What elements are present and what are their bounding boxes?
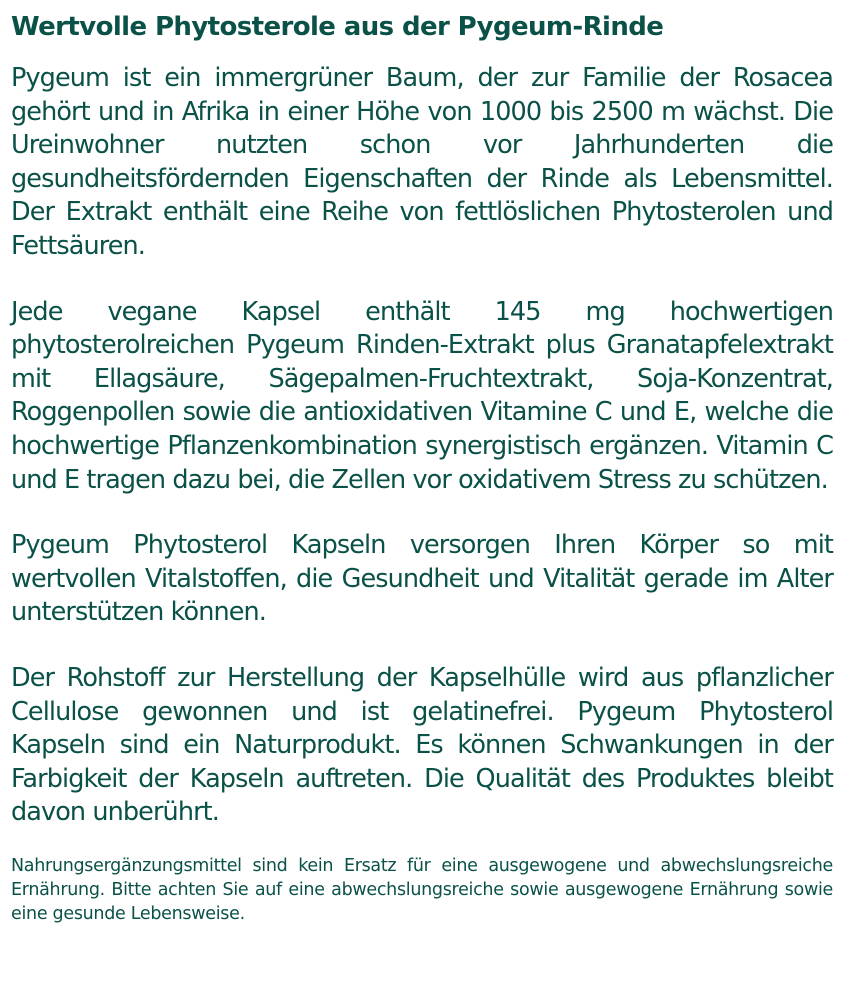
paragraph-ingredients: Jede vegane Kapsel enthält 145 mg hochwertigen phytosterolreichen Pygeum Rinden-Extrakt plus Granatapfelextrakt mit Ellagsäure, Sägepalmen-Fruchtextrakt, Soja-Konzentrat, Roggenpollen sowie die antioxidativen Vitamine C und E, welche die hochwertige Pflanzenkombination synergistisch ergänzen. Vitamin C und E tragen dazu bei, die Zellen vor oxidativem Stress zu schützen. — [11, 296, 833, 495]
paragraph-benefits: Pygeum Phytosterol Kapseln versorgen Ihren Körper so mit wertvollen Vitalstoffen, die Gesundheit und Vitalität gerade im Alter unterstützen können. — [11, 530, 833, 628]
paragraph-origin: Pygeum ist ein immergrüner Baum, der zur Familie der Rosacea gehört und in Afrika in einer Höhe von 1000 bis 2500 m wächst. Die Ureinwohner nutzten schon vor Jahrhunderten die gesundheitsfördernden Eigenschaften der Rinde als Lebensmittel. Der Extrakt enthält eine Reihe von fettlöslichen Phytosterolen und Fettsäuren. — [11, 63, 833, 261]
product-description — [11, 10, 833, 926]
disclaimer-note: Nahrungsergänzungsmittel sind kein Ersatz für eine ausgewogene und abwechslungsreiche Ernährung. Bitte achten Sie auf eine abwechslungsreiche sowie ausgewogene Ernährung sowie eine gesunde Lebensweise. — [11, 855, 833, 924]
page-title: Wertvolle Phytosterole aus der Pygeum-Rinde — [11, 12, 664, 42]
paragraph-capsule-material: Der Rohstoff zur Herstellung der Kapselhülle wird aus pflanzlicher Cellulose gewonnen und ist gelatinefrei. Pygeum Phytosterol Kapseln sind ein Naturprodukt. Es können Schwankungen in der Farbigkeit der Kapseln auftreten. Die Qualität des Produktes bleibt davon unberührt. — [11, 662, 833, 828]
